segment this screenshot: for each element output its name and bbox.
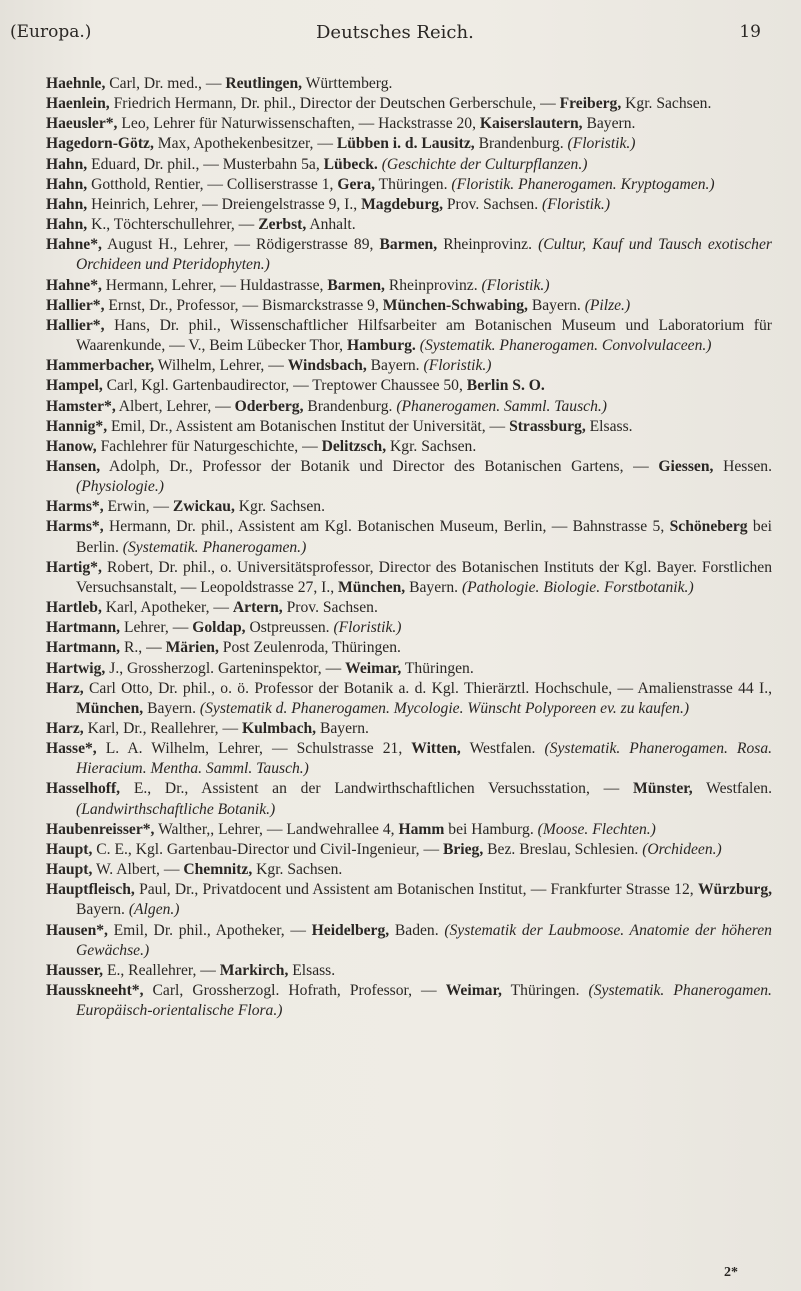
directory-entry — [46, 296, 772, 316]
directory-entry — [46, 618, 772, 638]
entry-details: Adolph, Dr., Professor der Botanik und Director des Botanischen Gartens, — — [108, 457, 649, 475]
directory-entries — [46, 74, 772, 1021]
entry-city: Lübeck. — [323, 155, 378, 173]
entry-region: Rheinprovinz. — [388, 276, 478, 294]
entry-city: Heidelberg, — [311, 921, 390, 939]
entry-city: Barmen, — [327, 276, 385, 294]
entry-city: Zwickau, — [172, 498, 235, 516]
entry-city: Goldap, — [192, 619, 246, 637]
entry-details: W. Albert, — — [96, 861, 180, 879]
directory-entry — [46, 558, 772, 598]
entry-city: München, — [76, 699, 144, 717]
entry-specialty: (Systematik der Laubmoose. Anatomie der höheren Gewächse.) — [76, 921, 772, 959]
entry-name: Hauptfleisch, — [46, 881, 135, 899]
directory-entry — [46, 719, 772, 739]
entry-name: Hausser, — [46, 961, 104, 979]
entry-name: Haupt, — [46, 840, 93, 858]
directory-entry — [46, 94, 772, 114]
entry-city: Münster, — [633, 780, 693, 798]
entry-details: C. E., Kgl. Gartenbau-Director und Civil-Ingenieur, — — [96, 840, 440, 858]
entry-city: Kulmbach, — [241, 720, 317, 737]
entry-name: Hahne*, — [46, 276, 102, 294]
entry-region: Bayern. — [76, 901, 125, 919]
entry-name: Haeusler*, — [46, 115, 118, 133]
directory-entry — [46, 376, 772, 396]
entry-name: Hasse*, — [46, 740, 97, 758]
directory-entry — [46, 739, 772, 779]
entry-city: Hamm — [398, 820, 445, 838]
entry-details: Paul, Dr., Privatdocent und Assistent am Botanischen Institut, — Frankfurter Strasse 12, — [139, 881, 694, 899]
entry-details: R., — — [123, 639, 162, 657]
directory-entry — [46, 860, 772, 880]
entry-details: Albert, Lehrer, — — [118, 397, 231, 415]
entry-region: bei Hamburg. — [448, 820, 534, 838]
entry-details: Emil, Dr., Assistent am Botanischen Institut der Universität, — — [111, 417, 506, 435]
entry-details: Friedrich Hermann, Dr. phil., Director der Deutschen Gerberschule, — — [113, 95, 556, 113]
entry-specialty: (Pathologie. Biologie. Forstbotanik.) — [461, 578, 694, 596]
entry-name: Hammerbacher, — [46, 357, 155, 375]
entry-details: Ernst, Dr., Professor, — Bismarckstrasse 9, — [108, 296, 379, 314]
entry-details: Emil, Dr. phil., Apotheker, — — [113, 921, 306, 939]
entry-name: Harms*, — [46, 518, 104, 536]
directory-entry — [46, 679, 772, 719]
entry-details: Walther,, Lehrer, — Landwehrallee 4, — [158, 820, 395, 838]
entry-region: Thüringen. — [510, 982, 580, 1000]
entry-city: Reutlingen, — [225, 75, 303, 92]
entry-specialty: (Physiologie.) — [76, 478, 164, 496]
directory-entry — [46, 659, 772, 679]
entry-city: Markirch, — [219, 961, 289, 979]
entry-details: E., Dr., Assistent an der Landwirthschaftlichen Versuchsstation, — — [133, 780, 620, 798]
directory-entry — [46, 437, 772, 457]
entry-details: Karl, Apotheker, — — [105, 599, 230, 617]
directory-entry — [46, 134, 772, 154]
entry-name: Haupt, — [46, 861, 93, 879]
directory-entry — [46, 215, 772, 235]
entry-name: Hamster*, — [46, 397, 116, 415]
entry-region: Bayern. — [586, 115, 636, 133]
entry-specialty: (Floristik.) — [542, 195, 611, 213]
entry-details: Carl Otto, Dr. phil., o. ö. Professor der Botanik a. d. Kgl. Thierärztl. Hochschule, — Amalienstrasse 44 I., — [89, 679, 773, 697]
entry-name: Hagedorn-Götz, — [46, 135, 154, 153]
entry-region: Bayern. — [531, 296, 581, 314]
entry-name: Hanow, — [46, 437, 97, 455]
entry-details: Erwin, — — [107, 498, 170, 516]
entry-name: Hausen*, — [46, 921, 108, 939]
entry-city: Magdeburg, — [361, 195, 443, 213]
directory-entry — [46, 981, 772, 1021]
entry-name: Hartwig, — [46, 659, 106, 677]
entry-city: Kaiserslautern, — [479, 115, 583, 133]
entry-name: Hausskneeht*, — [46, 982, 144, 1000]
entry-city: Brieg, — [442, 840, 484, 858]
entry-region: Bayern. — [409, 578, 459, 596]
entry-details: Eduard, Dr. phil., — Musterbahn 5a, — [91, 155, 320, 173]
entry-city: Barmen, — [379, 236, 438, 254]
directory-entry — [46, 921, 772, 961]
entry-region: Kgr. Sachsen. — [390, 437, 477, 455]
entry-city: Märien, — [165, 639, 219, 657]
directory-entry — [46, 779, 772, 819]
entry-city: Weimar, — [445, 982, 502, 1000]
entry-region: Elsass. — [292, 961, 336, 979]
entry-specialty: (Systematik. Phanerogamen.) — [122, 538, 307, 556]
entry-name: Hartig*, — [46, 558, 102, 576]
entry-region: Kgr. Sachsen. — [238, 498, 325, 516]
entry-name: Hallier*, — [46, 316, 105, 334]
entry-region: Rheinprovinz. — [443, 236, 532, 254]
entry-city: Artern, — [232, 599, 283, 617]
entry-name: Hahne*, — [46, 236, 102, 254]
entry-details: E., Reallehrer, — — [106, 961, 216, 979]
entry-specialty: (Floristik. Phanerogamen. Kryptogamen.) — [451, 175, 715, 193]
entry-name: Harz, — [46, 679, 84, 697]
entry-specialty: (Floristik.) — [567, 135, 636, 153]
entry-name: Hansen, — [46, 457, 101, 475]
entry-name: Hallier*, — [46, 296, 105, 314]
entry-details: J., Grossherzogl. Garteninspektor, — — [109, 659, 342, 677]
entry-name: Hahn, — [46, 195, 88, 213]
entry-city: Lübben i. d. Lausitz, — [336, 135, 475, 153]
entry-name: Hartmann, — [46, 619, 121, 637]
entry-details: Carl, Kgl. Gartenbaudirector, — Treptower Chaussee 50, — [106, 377, 463, 395]
directory-entry — [46, 820, 772, 840]
directory-entry — [46, 517, 772, 557]
signature-mark: 2* — [724, 1265, 738, 1280]
entry-region: Westfalen. — [469, 740, 536, 758]
entry-region: Württemberg. — [305, 75, 393, 92]
entry-name: Hasselhoff, — [46, 780, 121, 798]
directory-entry — [46, 397, 772, 417]
entry-region: Bayern. — [319, 720, 369, 737]
entry-specialty: (Landwirthschaftliche Botanik.) — [76, 800, 276, 818]
entry-city: Chemnitz, — [183, 861, 253, 879]
entry-details: K., Töchterschullehrer, — — [91, 216, 255, 234]
entry-details: Hermann, Dr. phil., Assistent am Kgl. Botanischen Museum, Berlin, — Bahnstrasse 5, — [108, 518, 665, 536]
entry-details: Fachlehrer für Naturgeschichte, — — [100, 437, 318, 455]
entry-name: Hartmann, — [46, 639, 121, 657]
entry-details: Carl, Dr. med., — — [109, 75, 222, 92]
entry-specialty: (Pilze.) — [584, 296, 631, 314]
entry-specialty: (Systematik d. Phanerogamen. Mycologie. Wünscht Polyporeen ev. zu kaufen.) — [199, 699, 690, 717]
entry-name: Hampel, — [46, 377, 103, 395]
entry-city: Strassburg, — [509, 417, 586, 435]
entry-details: Karl, Dr., Reallehrer, — — [87, 720, 239, 737]
entry-name: Haehnle, — [46, 75, 106, 92]
entry-city: Würzburg, — [697, 881, 773, 899]
entry-details: L. A. Wilhelm, Lehrer, — Schulstrasse 21, — [105, 740, 403, 758]
entry-details: Gotthold, Rentier, — Colliserstrasse 1, — [91, 175, 334, 193]
entry-name: Harms*, — [46, 498, 104, 516]
directory-entry — [46, 356, 772, 376]
entry-city: Windsbach, — [287, 357, 367, 375]
entry-region: Prov. Sachsen. — [446, 195, 539, 213]
entry-specialty: (Systematik. Phanerogamen. Europäisch-orientalische Flora.) — [76, 982, 772, 1020]
entry-specialty: (Floristik.) — [423, 357, 492, 375]
region-label: (Europa.) — [10, 22, 92, 42]
entry-region: Brandenburg. — [478, 135, 564, 153]
entry-name: Haubenreisser*, — [46, 820, 155, 838]
entry-name: Haenlein, — [46, 95, 110, 113]
entry-region: Hessen. — [723, 457, 772, 475]
entry-city: Schöneberg — [669, 518, 748, 536]
directory-entry — [46, 155, 772, 175]
entry-city: Witten, — [411, 740, 461, 758]
entry-city: Berlin S. O. — [466, 377, 545, 395]
directory-entry — [46, 195, 772, 215]
entry-details: Robert, Dr. phil., o. Universitätsprofessor, Director des Botanischen Instituts der Kgl. Bayer. Forstlichen Versuchsanstalt, — Leopoldstrasse 27, I., — [76, 558, 772, 596]
directory-entry — [46, 276, 772, 296]
entry-city: Hamburg. — [346, 337, 416, 355]
entry-region: Brandenburg. — [307, 397, 393, 415]
directory-entry — [46, 598, 772, 618]
entry-city: Giessen, — [658, 457, 714, 475]
entry-specialty: (Cultur, Kauf und Tausch exotischer Orchideen und Pteridophyten.) — [76, 236, 772, 274]
entry-name: Hannig*, — [46, 417, 108, 435]
entry-specialty: (Phanerogamen. Samml. Tausch.) — [396, 397, 607, 415]
entry-region: Elsass. — [589, 417, 633, 435]
entry-details: August H., Lehrer, — Rödigerstrasse 89, — [107, 236, 374, 254]
directory-entry — [46, 840, 772, 860]
directory-entry — [46, 417, 772, 437]
entry-name: Hahn, — [46, 155, 88, 173]
entry-details: Hans, Dr. phil., Wissenschaftlicher Hilfsarbeiter am Botanischen Museum und Laboratorium für Waarenkunde, — V., Beim Lübecker Thor, — [76, 316, 772, 355]
entry-city: Zerbst, — [258, 216, 307, 234]
entry-region: Thüringen. — [378, 175, 448, 193]
entry-details: Leo, Lehrer für Naturwissenschaften, — Hackstrasse 20, — [121, 115, 477, 133]
entry-region: Baden. — [394, 921, 439, 939]
entry-specialty: (Floristik.) — [333, 619, 402, 637]
entry-specialty: (Moose. Flechten.) — [537, 820, 656, 838]
entry-specialty: (Floristik.) — [481, 276, 550, 294]
directory-entry — [46, 235, 772, 275]
directory-entry — [46, 961, 772, 981]
entry-name: Hartleb, — [46, 599, 102, 617]
page-number: 19 — [739, 22, 761, 42]
entry-details: Wilhelm, Lehrer, — — [157, 357, 284, 375]
entry-details: Hermann, Lehrer, — Huldastrasse, — [105, 276, 324, 294]
entry-specialty: (Algen.) — [128, 901, 180, 919]
entry-city: Gera, — [337, 175, 376, 193]
directory-entry — [46, 638, 772, 658]
directory-entry — [46, 74, 772, 94]
directory-entry — [46, 497, 772, 517]
entry-name: Harz, — [46, 720, 84, 737]
directory-entry — [46, 175, 772, 195]
entry-region: bei Berlin. — [76, 518, 772, 556]
entry-region: Westfalen. — [706, 780, 772, 798]
entry-details: Heinrich, Lehrer, — Dreiengelstrasse 9, I., — [91, 195, 358, 213]
entry-city: München-Schwabing, — [382, 296, 528, 314]
entry-city: Freiberg, — [559, 95, 622, 113]
entry-region: Prov. Sachsen. — [286, 599, 378, 617]
directory-entry — [46, 880, 772, 920]
entry-city: Weimar, — [345, 659, 402, 677]
entry-region: Kgr. Sachsen. — [256, 861, 343, 879]
entry-details: Lehrer, — — [123, 619, 189, 637]
entry-specialty: (Orchideen.) — [642, 840, 722, 858]
entry-city: Oderberg, — [234, 397, 304, 415]
entry-details: Max, Apothekenbesitzer, — — [157, 135, 333, 153]
entry-name: Hahn, — [46, 175, 88, 193]
directory-entry — [46, 457, 772, 497]
entry-region: Thüringen. — [404, 659, 474, 677]
entry-details: Carl, Grossherzogl. Hofrath, Professor, — — [152, 982, 437, 1000]
entry-region: Bayern. — [147, 699, 196, 717]
entry-region: Kgr. Sachsen. — [625, 95, 712, 113]
entry-region: Post Zeulenroda, Thüringen. — [222, 639, 401, 657]
entry-region: Bez. Breslau, Schlesien. — [487, 840, 639, 858]
entry-specialty: (Geschichte der Culturpflanzen.) — [381, 155, 588, 173]
directory-entry — [46, 316, 772, 356]
entry-region: Bayern. — [370, 357, 420, 375]
entry-city: München, — [338, 578, 406, 596]
entry-city: Delitzsch, — [321, 437, 387, 455]
page-header — [10, 22, 761, 48]
entry-region: Ostpreussen. — [249, 619, 330, 637]
entry-region: Anhalt. — [309, 216, 356, 234]
entry-specialty: (Systematik. Phanerogamen. Rosa. Hieracium. Mentha. Samml. Tausch.) — [76, 740, 773, 778]
entry-name: Hahn, — [46, 216, 88, 234]
directory-entry — [46, 114, 772, 134]
entry-specialty: (Systematik. Phanerogamen. Convolvulaceen.) — [419, 337, 712, 355]
running-title: Deutsches Reich. — [316, 22, 474, 43]
